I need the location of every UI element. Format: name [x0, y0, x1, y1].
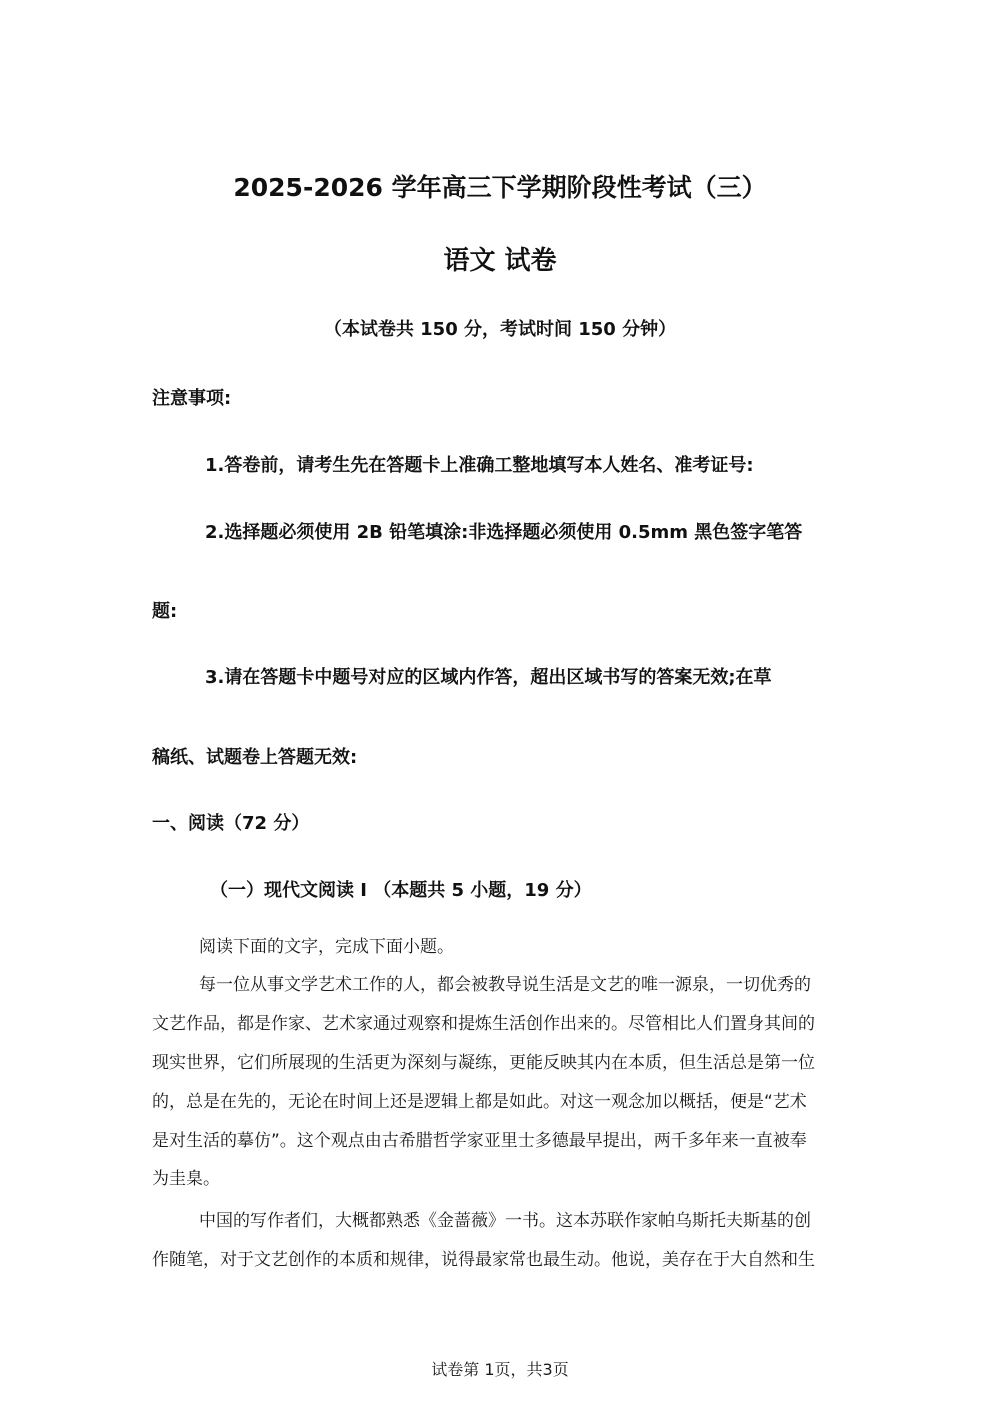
paragraph-1-line: 文艺作品，都是作家、艺术家通过观察和提炼生活创作出来的。尽管相比人们置身其间的 [152, 1014, 815, 1034]
section-subheading: （一）现代文阅读 I （本题共 5 小题，19 分） [210, 880, 592, 901]
subject-title: 语文 试卷 [443, 246, 557, 276]
paragraph-1-line: 现实世界，它们所展现的生活更为深刻与凝练，更能反映其内在本质，但生活总是第一位 [152, 1053, 815, 1073]
paragraph-1-line: 的，总是在先的，无论在时间上还是逻辑上都是如此。对这一观念加以概括，便是“艺术 [152, 1092, 807, 1112]
reading-instruction: 阅读下面的文字，完成下面小题。 [199, 937, 454, 957]
page-footer: 试卷第 1页，共3页 [431, 1360, 569, 1379]
paragraph-1-line: 是对生活的摹仿”。这个观点由古希腊哲学家亚里士多德最早提出，两千多年来一直被奉 [152, 1131, 807, 1151]
notice-item-3-line-2: 稿纸、试题卷上答题无效: [152, 747, 358, 768]
paragraph-2-line: 中国的写作者们，大概都熟悉《金蔷薇》一书。这本苏联作家帕乌斯托夫斯基的创 [199, 1211, 811, 1231]
paragraph-1-line: 为圭臬。 [152, 1169, 220, 1189]
notice-heading: 注意事项: [152, 388, 232, 409]
notice-item-3-line-1: 3.请在答题卡中题号对应的区域内作答，超出区域书写的答案无效;在草 [205, 667, 772, 688]
notice-item-2-line-2: 题: [152, 601, 178, 622]
notice-item-2-line-1: 2.选择题必须使用 2B 铅笔填涂:非选择题必须使用 0.5mm 黑色签字笔答 [205, 522, 803, 543]
notice-item-1: 1.答卷前，请考生先在答题卡上准确工整地填写本人姓名、准考证号: [205, 455, 754, 476]
section-heading: 一、阅读（72 分） [152, 813, 310, 834]
exam-title: 2025-2026 学年高三下学期阶段性考试（三） [233, 173, 767, 202]
paragraph-2-line: 作随笔，对于文艺创作的本质和规律，说得最家常也最生动。他说，美存在于大自然和生 [152, 1250, 815, 1270]
exam-info: （本试卷共 150 分，考试时间 150 分钟） [323, 319, 677, 340]
paragraph-1-line: 每一位从事文学艺术工作的人，都会被教导说生活是文艺的唯一源泉，一切优秀的 [199, 975, 811, 995]
